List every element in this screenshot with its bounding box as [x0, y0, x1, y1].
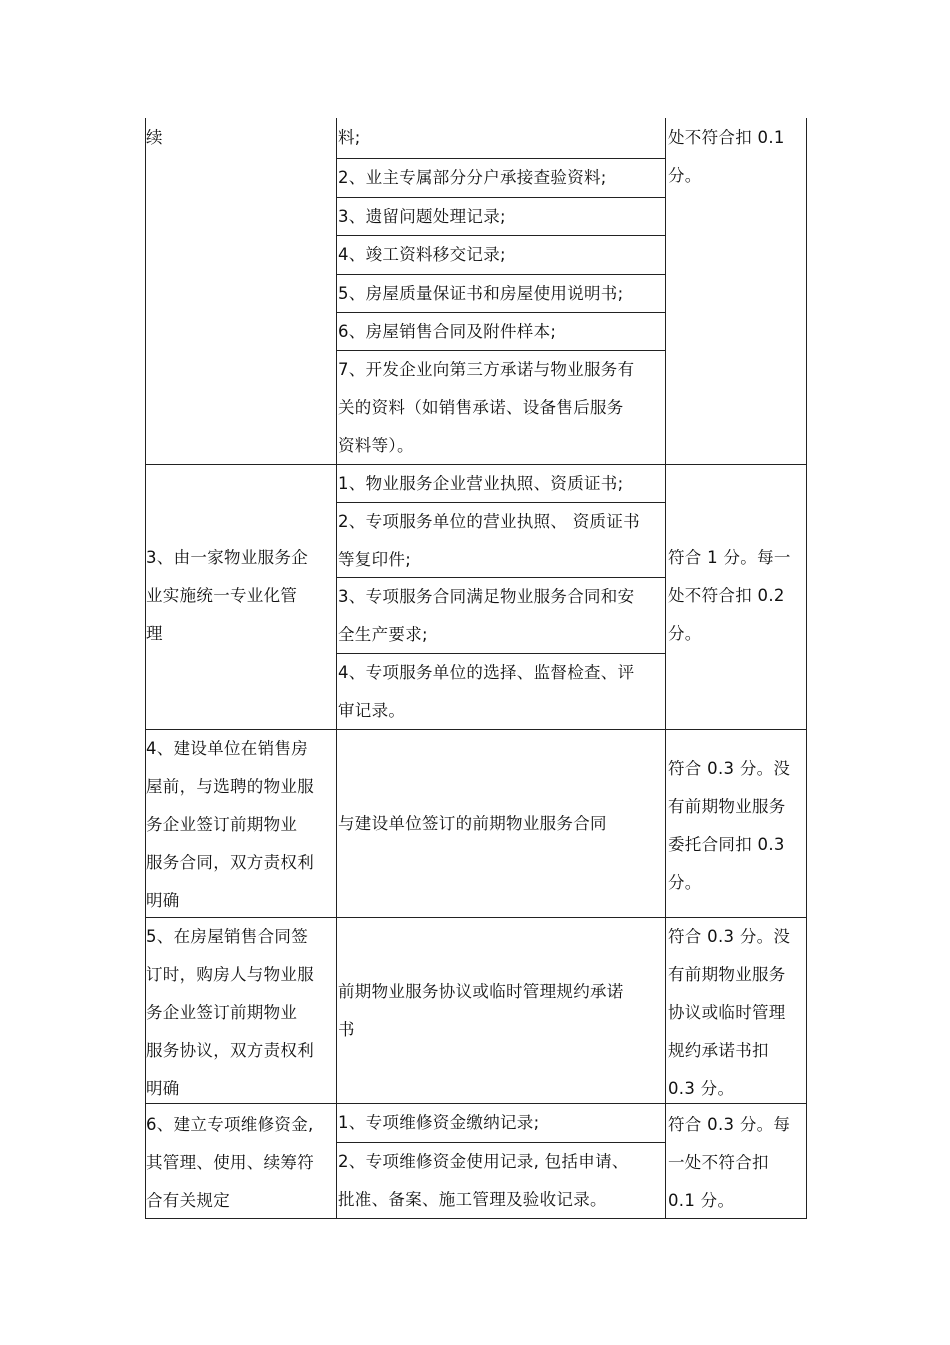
- item-cell-text: 2、业主专属部分分户承接查验资料;: [338, 168, 607, 187]
- item-border: [336, 1142, 666, 1143]
- item-border: [336, 350, 666, 351]
- item-cell-text: 1、物业服务企业营业执照、资质证书;: [338, 474, 624, 493]
- score-cell-text: 协议或临时管理: [668, 1003, 786, 1022]
- item-cell-text: 批准、备案、施工管理及验收记录。: [338, 1190, 607, 1209]
- category-cell-text: 其管理、使用、续筹符: [146, 1153, 314, 1172]
- item-border: [336, 274, 666, 275]
- category-cell-text: 明确: [146, 891, 180, 910]
- score-cell-text: 分。: [668, 166, 702, 185]
- item-cell-text: 资料等）。: [338, 436, 414, 455]
- score-cell-text: 符合 0.3 分。每: [668, 1115, 791, 1134]
- category-cell-text: 3、由一家物业服务企: [146, 548, 308, 567]
- row-border: [145, 917, 807, 918]
- item-cell-text: 与建设单位签订的前期物业服务合同: [338, 814, 607, 833]
- column-border-right: [806, 118, 807, 1218]
- score-cell-text: 一处不符合扣: [668, 1153, 769, 1172]
- item-cell-text: 4、竣工资料移交记录;: [338, 245, 506, 264]
- category-cell-text: 续: [146, 128, 163, 147]
- item-cell-text: 6、房屋销售合同及附件样本;: [338, 322, 557, 341]
- column-border-items: [665, 118, 666, 1218]
- item-cell-text: 4、专项服务单位的选择、监督检查、评: [338, 663, 635, 682]
- score-cell-text: 规约承诺书扣: [668, 1041, 769, 1060]
- item-border: [336, 502, 666, 503]
- score-cell-text: 分。: [668, 873, 702, 892]
- category-cell-text: 服务协议，双方责权利: [146, 1041, 314, 1060]
- score-cell-text: 有前期物业服务: [668, 797, 786, 816]
- item-cell-text: 3、遗留问题处理记录;: [338, 207, 506, 226]
- item-border: [336, 653, 666, 654]
- item-border: [336, 312, 666, 313]
- item-cell-text: 7、开发企业向第三方承诺与物业服务有: [338, 360, 635, 379]
- item-cell-text: 料;: [338, 128, 361, 147]
- score-cell-text: 0.3 分。: [668, 1079, 735, 1098]
- item-cell-text: 关的资料（如销售承诺、设备售后服务: [338, 398, 624, 417]
- item-border: [336, 197, 666, 198]
- item-border: [336, 577, 666, 578]
- score-cell-text: 符合 0.3 分。没: [668, 927, 791, 946]
- row-border: [145, 729, 807, 730]
- category-cell-text: 务企业签订前期物业: [146, 815, 298, 834]
- score-cell-text: 符合 1 分。每一: [668, 548, 791, 567]
- item-border: [336, 235, 666, 236]
- item-border: [336, 158, 666, 159]
- category-cell-text: 明确: [146, 1079, 180, 1098]
- row-border: [145, 464, 807, 465]
- category-cell-text: 4、建设单位在销售房: [146, 739, 308, 758]
- score-cell-text: 处不符合扣 0.1: [668, 128, 785, 147]
- item-cell-text: 3、专项服务合同满足物业服务合同和安: [338, 587, 635, 606]
- score-cell-text: 分。: [668, 624, 702, 643]
- category-cell-text: 屋前，与选聘的物业服: [146, 777, 314, 796]
- item-cell-text: 书: [338, 1020, 355, 1039]
- category-cell-text: 6、建立专项维修资金,: [146, 1115, 314, 1134]
- category-cell-text: 合有关规定: [146, 1191, 230, 1210]
- item-cell-text: 2、专项服务单位的营业执照、 资质证书: [338, 512, 640, 531]
- category-cell-text: 业实施统一专业化管: [146, 586, 298, 605]
- item-cell-text: 1、专项维修资金缴纳记录;: [338, 1113, 540, 1132]
- item-cell-text: 等复印件;: [338, 550, 412, 569]
- score-cell-text: 有前期物业服务: [668, 965, 786, 984]
- category-cell-text: 5、在房屋销售合同签: [146, 927, 308, 946]
- row-border: [145, 1103, 807, 1104]
- category-cell-text: 服务合同，双方责权利: [146, 853, 314, 872]
- score-cell-text: 符合 0.3 分。没: [668, 759, 791, 778]
- category-cell-text: 订时，购房人与物业服: [146, 965, 314, 984]
- item-cell-text: 审记录。: [338, 701, 406, 720]
- score-cell-text: 处不符合扣 0.2: [668, 586, 785, 605]
- item-cell-text: 前期物业服务协议或临时管理规约承诺: [338, 982, 624, 1001]
- category-cell-text: 务企业签订前期物业: [146, 1003, 298, 1022]
- item-cell-text: 2、专项维修资金使用记录, 包括申请、: [338, 1152, 629, 1171]
- item-cell-text: 5、房屋质量保证书和房屋使用说明书;: [338, 284, 624, 303]
- category-cell-text: 理: [146, 624, 163, 643]
- row-border-bottom: [145, 1218, 807, 1219]
- score-cell-text: 委托合同扣 0.3: [668, 835, 785, 854]
- column-border-category: [336, 118, 337, 1218]
- item-cell-text: 全生产要求;: [338, 625, 428, 644]
- score-cell-text: 0.1 分。: [668, 1191, 735, 1210]
